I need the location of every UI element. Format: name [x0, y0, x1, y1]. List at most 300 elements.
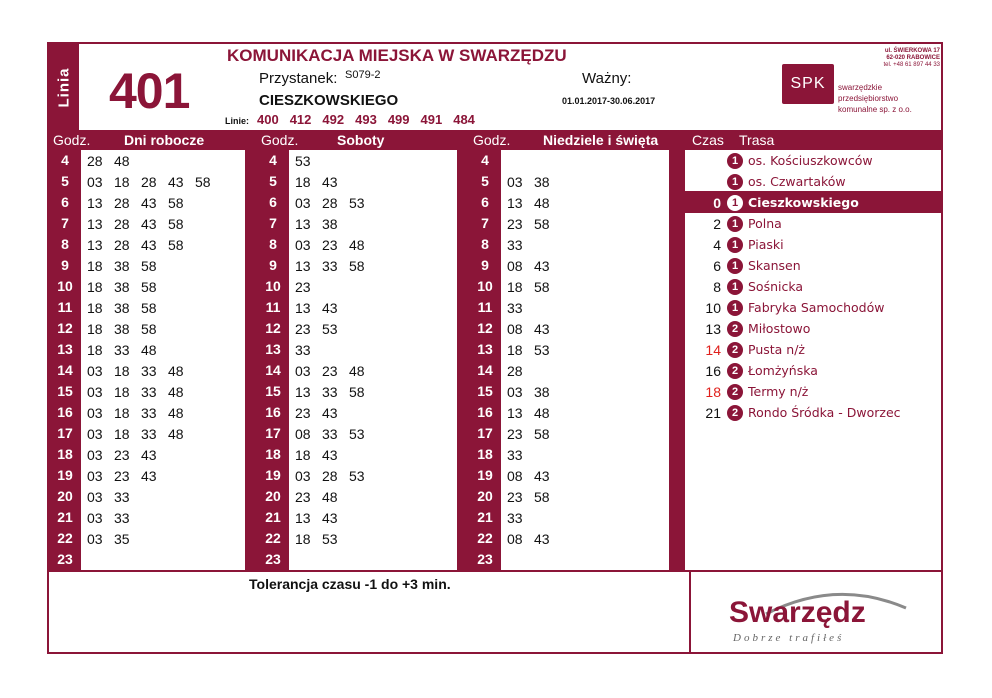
route-stop: [685, 402, 941, 423]
departure-row: [81, 466, 162, 487]
hour-cell: 9: [481, 257, 489, 273]
hour-cell: 22: [57, 530, 73, 546]
linia-label: Linia: [55, 66, 73, 108]
departure-minute: 48: [114, 153, 130, 169]
hour-cell: 16: [477, 404, 493, 420]
hour-cell: 10: [477, 278, 493, 294]
departure-row: [501, 277, 555, 298]
departure-minute: 38: [114, 279, 130, 295]
departure-row: [501, 361, 528, 382]
departure-row: [289, 277, 316, 298]
departure-row: [289, 403, 343, 424]
zone-badge-icon: 2: [727, 321, 743, 337]
zone-badge-icon: 1: [727, 300, 743, 316]
stop-label: Przystanek:: [259, 70, 338, 87]
hour-cell: 17: [265, 425, 281, 441]
departure-minute: 18: [507, 342, 523, 358]
footer-note: [49, 570, 689, 652]
departure-minute: 23: [295, 279, 311, 295]
departure-minute: 33: [141, 426, 157, 442]
departure-minute: 18: [295, 447, 311, 463]
departure-row: [81, 403, 189, 424]
departure-minute: 03: [507, 384, 523, 400]
departure-row: [289, 193, 370, 214]
travel-time: 13: [705, 320, 721, 337]
city-logo-area: [689, 570, 941, 652]
zone-badge-icon: 1: [727, 174, 743, 190]
departure-minute: 58: [141, 321, 157, 337]
departure-row: [81, 445, 162, 466]
departure-minute: 53: [349, 426, 365, 442]
departure-minute: 33: [141, 363, 157, 379]
hour-cell: 23: [265, 551, 281, 567]
departure-minute: 38: [322, 216, 338, 232]
departure-minute: 58: [195, 174, 211, 190]
departure-minute: 58: [168, 216, 184, 232]
timetable-board: [47, 42, 943, 654]
hour-cell: 17: [477, 425, 493, 441]
travel-time: 6: [713, 257, 721, 274]
lines-label: Linie:: [225, 116, 249, 126]
weekdays-column: [49, 150, 245, 570]
route-stop: [685, 213, 941, 234]
hour-cell: 12: [265, 320, 281, 336]
departure-minute: 43: [322, 300, 338, 316]
departure-minute: 53: [349, 195, 365, 211]
departure-minute: 43: [322, 447, 338, 463]
departure-minute: 13: [507, 405, 523, 421]
departure-minute: 23: [322, 363, 338, 379]
departure-row: [81, 193, 189, 214]
city-logo-name: Swarzędz: [729, 596, 866, 629]
departure-minute: 08: [507, 531, 523, 547]
travel-time: 8: [713, 278, 721, 295]
departure-minute: 03: [87, 426, 103, 442]
departure-row: [289, 340, 316, 361]
stop-name-label: os. Czwartaków: [748, 174, 846, 189]
departure-minute: 33: [141, 405, 157, 421]
trasa-header: Trasa: [739, 132, 775, 148]
hour-cell: 9: [269, 257, 277, 273]
departure-minute: 03: [87, 363, 103, 379]
departure-minute: 28: [322, 468, 338, 484]
departure-minute: 13: [87, 237, 103, 253]
hour-cell: 14: [57, 362, 73, 378]
hour-cell: 18: [57, 446, 73, 462]
zone-badge-icon: 1: [727, 216, 743, 232]
hour-cell: 16: [265, 404, 281, 420]
departure-minute: 33: [507, 447, 523, 463]
hour-cell: 13: [57, 341, 73, 357]
hour-cell: 8: [481, 236, 489, 252]
departure-row: [81, 424, 189, 445]
stop-name-label: Skansen: [748, 258, 801, 273]
departure-row: [289, 319, 343, 340]
departure-minute: 28: [87, 153, 103, 169]
hour-cell: 23: [57, 551, 73, 567]
departure-minute: 43: [168, 174, 184, 190]
departure-minute: 18: [114, 363, 130, 379]
departure-minute: 48: [168, 426, 184, 442]
hour-cell: 15: [265, 383, 281, 399]
departure-minute: 03: [295, 195, 311, 211]
departure-row: [81, 508, 135, 529]
departure-minute: 18: [87, 321, 103, 337]
departure-minute: 03: [87, 447, 103, 463]
line-number: 401: [109, 63, 190, 119]
departure-minute: 58: [141, 279, 157, 295]
departure-minute: 33: [114, 510, 130, 526]
departure-minute: 53: [295, 153, 311, 169]
hour-cell: 16: [57, 404, 73, 420]
hour-cell: 10: [57, 278, 73, 294]
tolerance-note: Tolerancja czasu -1 do +3 min.: [249, 576, 451, 592]
column-separator: [457, 130, 469, 570]
departure-minute: 48: [168, 384, 184, 400]
operator-address: ul. ŚWIERKOWA 17 62-020 RABOWICE tel. +48 61 897 44 33: [883, 48, 940, 68]
departure-minute: 03: [295, 363, 311, 379]
departure-minute: 35: [114, 531, 130, 547]
hour-cell: 5: [481, 173, 489, 189]
departure-minute: 18: [114, 405, 130, 421]
departure-minute: 33: [141, 384, 157, 400]
spk-logo: SPK: [782, 64, 834, 104]
hour-cell: 20: [57, 488, 73, 504]
hour-cell: 21: [265, 509, 281, 525]
departure-minute: 58: [534, 279, 550, 295]
stop-name-label: Rondo Śródka - Dworzec: [748, 405, 901, 420]
departure-row: [501, 403, 555, 424]
hour-cell: 11: [57, 299, 73, 315]
hour-cell: 4: [61, 152, 69, 168]
departure-minute: 33: [507, 237, 523, 253]
departure-minute: 58: [349, 258, 365, 274]
departure-minute: 23: [114, 468, 130, 484]
route-stop: [685, 381, 941, 402]
departure-row: [501, 298, 528, 319]
departure-row: [81, 214, 189, 235]
departure-row: [289, 382, 370, 403]
saturdays-header: Soboty: [337, 132, 385, 148]
departure-row: [81, 361, 189, 382]
departure-minute: 23: [295, 405, 311, 421]
departure-minute: 43: [141, 468, 157, 484]
departure-row: [81, 277, 162, 298]
departure-row: [289, 424, 370, 445]
departure-minute: 43: [534, 468, 550, 484]
departure-minute: 23: [295, 489, 311, 505]
hour-cell: 14: [265, 362, 281, 378]
departure-minute: 03: [87, 489, 103, 505]
hour-cell: 13: [477, 341, 493, 357]
departure-minute: 03: [87, 510, 103, 526]
departure-row: [289, 256, 370, 277]
departure-minute: 33: [507, 510, 523, 526]
stop-name-label: Fabryka Samochodów: [748, 300, 885, 315]
departure-minute: 38: [114, 300, 130, 316]
departure-row: [81, 256, 162, 277]
hour-cell: 22: [477, 530, 493, 546]
departure-minute: 13: [295, 300, 311, 316]
zone-badge-icon: 1: [727, 153, 743, 169]
swarzedz-logo: [721, 590, 911, 648]
stop-name-label: Cieszkowskiego: [748, 195, 859, 210]
hour-cell: 15: [57, 383, 73, 399]
hour-cell: 6: [61, 194, 69, 210]
departure-minute: 33: [322, 426, 338, 442]
hour-cell: 20: [477, 488, 493, 504]
departure-row: [501, 340, 555, 361]
line-link-493: 493: [355, 112, 377, 127]
departure-row: [501, 235, 528, 256]
departure-minute: 18: [114, 384, 130, 400]
zone-badge-icon: 2: [727, 363, 743, 379]
departure-row: [289, 487, 343, 508]
departure-minute: 48: [534, 195, 550, 211]
hour-cell: 21: [57, 509, 73, 525]
departure-minute: 03: [507, 174, 523, 190]
departure-minute: 48: [349, 237, 365, 253]
departure-minute: 08: [295, 426, 311, 442]
departure-minute: 58: [534, 216, 550, 232]
departure-row: [501, 319, 555, 340]
route-stop: [685, 171, 941, 192]
departure-minute: 43: [534, 531, 550, 547]
hour-cell: 22: [265, 530, 281, 546]
hour-cell: 23: [477, 551, 493, 567]
departure-minute: 58: [141, 300, 157, 316]
hour-cell: 14: [477, 362, 493, 378]
departure-row: [501, 466, 555, 487]
departure-minute: 38: [114, 321, 130, 337]
departure-row: [289, 445, 343, 466]
departure-row: [289, 508, 343, 529]
departure-minute: 13: [295, 258, 311, 274]
departure-minute: 03: [295, 468, 311, 484]
departure-minute: 33: [322, 384, 338, 400]
departure-minute: 33: [295, 342, 311, 358]
hour-cell: 4: [481, 152, 489, 168]
departure-row: [501, 424, 555, 445]
czas-header: Czas: [692, 132, 724, 148]
departure-minute: 48: [534, 405, 550, 421]
travel-time: 10: [705, 299, 721, 316]
travel-time: 18: [705, 383, 721, 400]
departure-minute: 53: [322, 321, 338, 337]
departure-row: [81, 529, 135, 550]
departure-minute: 18: [114, 426, 130, 442]
departure-minute: 48: [141, 342, 157, 358]
departure-minute: 23: [295, 321, 311, 337]
departure-minute: 13: [507, 195, 523, 211]
departure-minute: 53: [349, 468, 365, 484]
weekdays-header: Dni robocze: [124, 132, 205, 148]
zone-badge-icon: 1: [727, 195, 743, 211]
hour-cell: 11: [265, 299, 281, 315]
hour-cell: 6: [481, 194, 489, 210]
departure-minute: 43: [141, 447, 157, 463]
hour-cell: 7: [481, 215, 489, 231]
departure-minute: 23: [507, 216, 523, 232]
departure-minute: 18: [295, 531, 311, 547]
sundays-header: Niedziele i święta: [543, 132, 659, 148]
departure-row: [501, 508, 528, 529]
departure-minute: 28: [114, 195, 130, 211]
hour-cell: 5: [61, 173, 69, 189]
departure-minute: 58: [141, 258, 157, 274]
line-link-491: 491: [420, 112, 443, 127]
route-stop: [685, 150, 941, 171]
departure-row: [81, 172, 216, 193]
stop-name-label: Łomżyńska: [748, 363, 818, 378]
departure-minute: 03: [87, 468, 103, 484]
sundays-column: [469, 150, 669, 570]
zone-badge-icon: 2: [727, 405, 743, 421]
hour-cell: 17: [57, 425, 73, 441]
departure-minute: 43: [322, 405, 338, 421]
departure-minute: 43: [141, 195, 157, 211]
hour-cell: 12: [57, 320, 73, 336]
travel-time: 21: [705, 404, 721, 421]
departure-minute: 48: [168, 405, 184, 421]
departure-row: [501, 529, 555, 550]
line-link-412: 412: [289, 112, 312, 127]
valid-dates: 01.01.2017-30.06.2017: [562, 96, 656, 106]
departure-minute: 13: [295, 510, 311, 526]
departure-minute: 23: [507, 489, 523, 505]
line-link-499: 499: [387, 112, 410, 127]
city-logo-tagline: Dobrze trafiłeś: [733, 632, 845, 644]
route-stop: [685, 234, 941, 255]
departure-minute: 58: [534, 489, 550, 505]
hour-cell: 7: [61, 215, 69, 231]
route-stop: [685, 360, 941, 381]
hour-cell: 10: [265, 278, 281, 294]
departure-minute: 13: [87, 216, 103, 232]
departure-row: [501, 193, 555, 214]
departure-row: [81, 319, 162, 340]
departure-minute: 23: [322, 237, 338, 253]
departure-row: [289, 466, 370, 487]
godz-header-saturdays: Godz.: [261, 132, 299, 148]
departure-minute: 28: [141, 174, 157, 190]
departure-minute: 08: [507, 468, 523, 484]
column-separator: [245, 130, 257, 570]
departure-minute: 18: [114, 174, 130, 190]
departure-minute: 08: [507, 321, 523, 337]
zone-badge-icon: 1: [727, 279, 743, 295]
stop-name-label: Piaski: [748, 237, 784, 252]
departure-row: [81, 340, 162, 361]
departure-minute: 03: [87, 384, 103, 400]
departure-row: [501, 256, 555, 277]
travel-time: 16: [705, 362, 721, 379]
valid-label: Ważny:: [582, 70, 632, 87]
stop-name: CIESZKOWSKIEGO: [259, 92, 399, 109]
hour-cell: 19: [57, 467, 73, 483]
departure-row: [81, 487, 135, 508]
departure-minute: 18: [87, 300, 103, 316]
departure-minute: 18: [87, 279, 103, 295]
departure-row: [501, 172, 555, 193]
line-link-492: 492: [322, 112, 345, 127]
departure-minute: 38: [114, 258, 130, 274]
hour-cell: 18: [477, 446, 493, 462]
stop-name-label: Pusta n/ż: [748, 342, 805, 357]
departure-minute: 28: [507, 363, 523, 379]
hour-cell: 7: [269, 215, 277, 231]
route-stop: [685, 255, 941, 276]
departure-minute: 38: [534, 174, 550, 190]
departure-row: [289, 361, 370, 382]
departure-row: [81, 298, 162, 319]
departure-row: [501, 214, 555, 235]
departure-minute: 58: [168, 237, 184, 253]
hour-cell: 8: [61, 236, 69, 252]
departure-row: [501, 445, 528, 466]
departure-minute: 58: [349, 384, 365, 400]
departure-minute: 03: [87, 405, 103, 421]
departure-minute: 03: [87, 174, 103, 190]
departure-minute: 48: [349, 363, 365, 379]
departure-minute: 43: [534, 258, 550, 274]
line-link-400: 400: [257, 112, 279, 127]
operator-block: [774, 46, 944, 126]
hour-cell: 5: [269, 173, 277, 189]
route-stop: [685, 276, 941, 297]
hour-cell: 11: [477, 299, 493, 315]
route-stop-current: [685, 192, 941, 213]
hour-cell: 13: [265, 341, 281, 357]
hour-cell: 19: [265, 467, 281, 483]
departure-minute: 23: [114, 447, 130, 463]
departure-row: [289, 529, 343, 550]
departure-minute: 18: [87, 342, 103, 358]
departure-minute: 13: [87, 195, 103, 211]
departure-minute: 43: [141, 237, 157, 253]
departure-minute: 08: [507, 258, 523, 274]
column-separator: [669, 130, 685, 570]
stop-code: S079-2: [345, 69, 381, 81]
departure-minute: 28: [114, 216, 130, 232]
departure-minute: 33: [322, 258, 338, 274]
departure-row: [81, 382, 189, 403]
departure-minute: 48: [322, 489, 338, 505]
departure-minute: 33: [507, 300, 523, 316]
departure-minute: 33: [114, 342, 130, 358]
departure-minute: 33: [114, 489, 130, 505]
departure-minute: 18: [507, 279, 523, 295]
departure-minute: 58: [534, 426, 550, 442]
departure-minute: 13: [295, 384, 311, 400]
zone-badge-icon: 2: [727, 342, 743, 358]
departure-minute: 48: [168, 363, 184, 379]
departure-row: [289, 298, 343, 319]
departure-minute: 18: [295, 174, 311, 190]
departure-row: [501, 382, 555, 403]
departure-minute: 43: [322, 510, 338, 526]
route-stop: [685, 339, 941, 360]
stop-name-label: Termy n/ż: [748, 384, 809, 399]
departure-row: [81, 235, 189, 256]
hour-cell: 19: [477, 467, 493, 483]
departure-minute: 58: [168, 195, 184, 211]
stop-name-label: Miłostowo: [748, 321, 811, 336]
zone-badge-icon: 2: [727, 384, 743, 400]
departure-row: [289, 235, 370, 256]
departure-row: [81, 151, 135, 172]
columns-header: [49, 130, 941, 150]
